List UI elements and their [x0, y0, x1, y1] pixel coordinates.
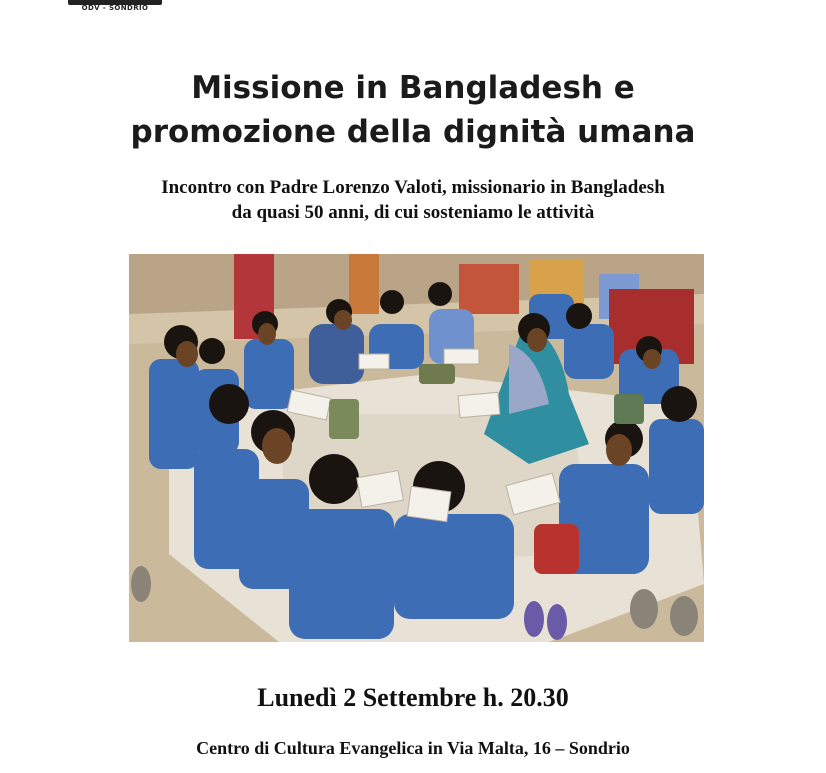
photo-illustration [129, 254, 704, 642]
event-description [0, 175, 826, 225]
title-line-2: promozione della dignità umana [130, 114, 696, 150]
event-date: Lunedì 2 Settembre h. 20.30 [257, 683, 569, 712]
subtitle-line-2: da quasi 50 anni, di cui sosteniamo le attività [231, 202, 595, 223]
event-location: Centro di Cultura Evangelica in Via Malta, 16 – Sondrio [196, 738, 630, 758]
subtitle-line-1: Incontro con Padre Lorenzo Valoti, missionario in Bangladesh [161, 177, 665, 198]
page-title [0, 66, 826, 154]
event-photo [129, 254, 704, 642]
organization-logo [66, 0, 164, 18]
title-line-1: Missione in Bangladesh e [191, 70, 635, 106]
logo-caption: ODV - SONDRIO [81, 4, 149, 12]
